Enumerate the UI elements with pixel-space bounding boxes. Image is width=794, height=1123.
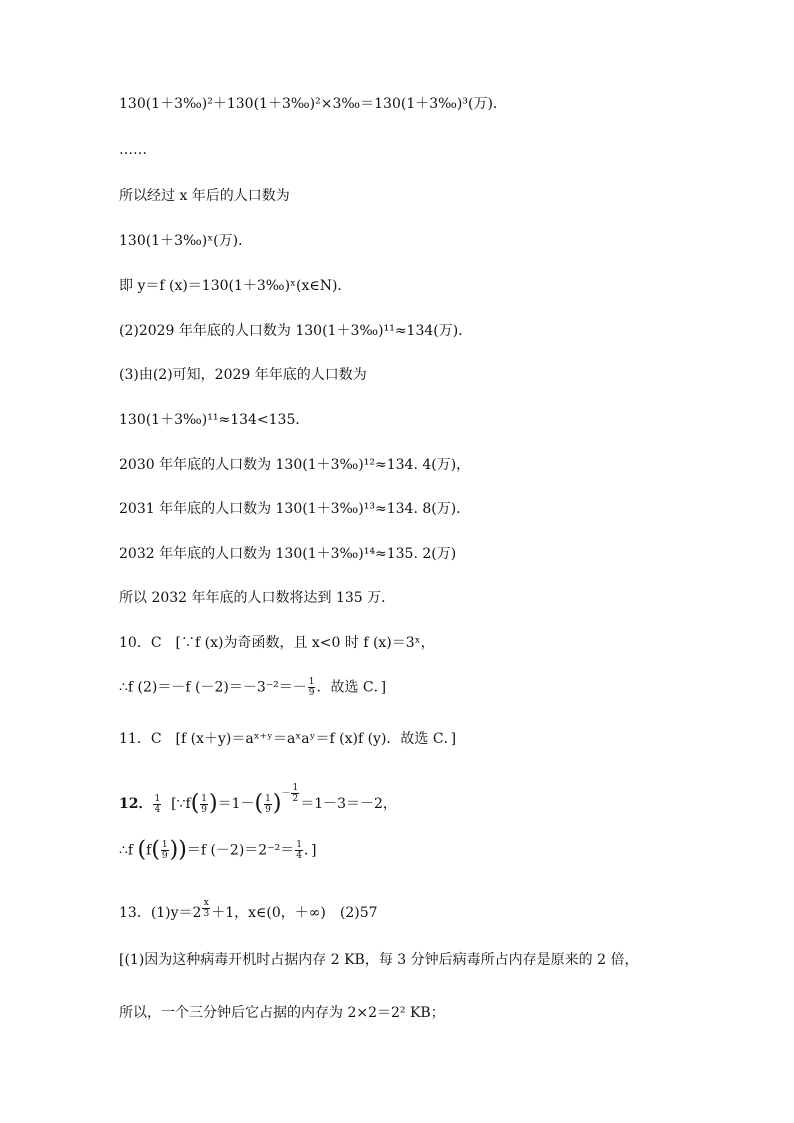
fraction-numerator: 1 <box>292 783 299 793</box>
left-paren: ( <box>151 837 160 863</box>
right-paren: ) <box>272 791 282 816</box>
text-line: 所以经过 x 年后的人口数为 <box>119 188 290 204</box>
fraction-numerator: 1 <box>154 793 161 804</box>
text-segment: 13．(1)y＝2 <box>119 905 202 921</box>
text-segment: ．故选 C．] <box>316 679 387 696</box>
fraction-one-ninth <box>200 794 208 815</box>
text-line: …… <box>119 142 147 158</box>
answer-12-line1 <box>119 783 397 815</box>
answer-13-line <box>119 898 378 923</box>
fraction-numerator: 1 <box>308 677 315 687</box>
left-paren: ( <box>254 791 264 816</box>
text-line: 2031 年年底的人口数为 130(1＋3‰)¹³≈134. 8(万)． <box>119 501 471 517</box>
question-number: 12． <box>119 796 153 812</box>
text-line: 所以，一个三分钟后它占据的内存为 2×2＝2² KB； <box>119 1005 445 1021</box>
exponent-sign: － <box>281 789 291 799</box>
answer-10-line1: 10．C [∵f (x)为奇函数，且 x<0 时 f (x)＝3ˣ， <box>119 635 435 651</box>
fraction-one-ninth <box>264 794 272 815</box>
fraction-one-quarter <box>295 840 303 861</box>
fraction-one-ninth <box>161 840 169 861</box>
fraction-denominator: 9 <box>308 688 315 698</box>
left-paren: ( <box>137 837 147 863</box>
answer-11-line: 11．C [f (x＋y)＝aˣ⁺ʸ＝aˣaʸ＝f (x)f (y)．故选 C．] <box>119 731 457 747</box>
text-segment: f <box>146 842 152 859</box>
text-line: 130(1＋3‰)²＋130(1＋3‰)²×3‰＝130(1＋3‰)³(万)． <box>119 96 507 112</box>
fraction-one-ninth <box>308 677 316 698</box>
fraction-numerator: 1 <box>161 840 168 850</box>
text-line: 130(1＋3‰)ˣ(万)． <box>119 233 253 249</box>
text-line: 2030 年年底的人口数为 130(1＋3‰)¹²≈134. 4(万)， <box>119 457 471 473</box>
fraction-numerator: 1 <box>296 840 302 850</box>
fraction-denominator: 3 <box>203 909 210 919</box>
left-paren: ( <box>190 791 200 816</box>
text-line: (2)2029 年年底的人口数为 130(1＋3‰)¹¹≈134(万)． <box>119 323 473 339</box>
right-paren: ) <box>178 837 187 863</box>
text-line: 即 y＝f (x)＝130(1＋3‰)ˣ(x∈N)． <box>119 278 352 294</box>
fraction-numerator: 1 <box>201 793 208 804</box>
fraction-one-quarter <box>153 794 161 815</box>
fraction-denominator: 9 <box>161 851 168 861</box>
fraction-numerator: x <box>203 898 209 908</box>
fraction-denominator: 4 <box>154 804 161 815</box>
text-line: 2032 年年底的人口数为 130(1＋3‰)¹⁴≈135. 2(万) <box>119 546 457 562</box>
text-segment: ＝1－3＝－2， <box>300 796 397 812</box>
fraction-denominator: 4 <box>296 851 302 861</box>
text-line: 130(1＋3‰)¹¹≈134<135． <box>119 412 310 428</box>
text-segment: ∴f (2)＝－f (－2)＝－3⁻²＝－ <box>119 679 307 696</box>
text-segment: ＝1－ <box>217 796 255 812</box>
fraction-x-over-3 <box>202 898 210 919</box>
text-segment: ＝f (－2)＝2⁻²＝ <box>186 842 295 859</box>
text-segment: ∴f <box>119 842 134 859</box>
text-line: 所以 2032 年年底的人口数将达到 135 万． <box>119 590 396 606</box>
exponent <box>281 783 300 804</box>
text-segment: ．] <box>303 842 317 859</box>
answer-12-line2 <box>119 837 317 863</box>
right-paren: ) <box>209 791 218 816</box>
right-paren: ) <box>169 837 179 863</box>
fraction-numerator: 1 <box>265 793 271 804</box>
text-segment: [∵f <box>171 796 191 812</box>
fraction-denominator: 2 <box>292 794 299 804</box>
answer-10-line2 <box>119 677 386 698</box>
text-line: [(1)因为这种病毒开机时占据内存 2 KB，每 3 分钟后病毒所占内存是原来的 2 倍， <box>119 952 639 968</box>
exponent <box>201 898 211 919</box>
fraction-one-half <box>291 783 299 804</box>
text-segment: ＋1，x∈(0，＋∞) (2)57 <box>211 905 378 921</box>
fraction-denominator: 9 <box>265 804 271 815</box>
text-line: (3)由(2)可知，2029 年年底的人口数为 <box>119 367 367 383</box>
fraction-denominator: 9 <box>201 804 208 815</box>
